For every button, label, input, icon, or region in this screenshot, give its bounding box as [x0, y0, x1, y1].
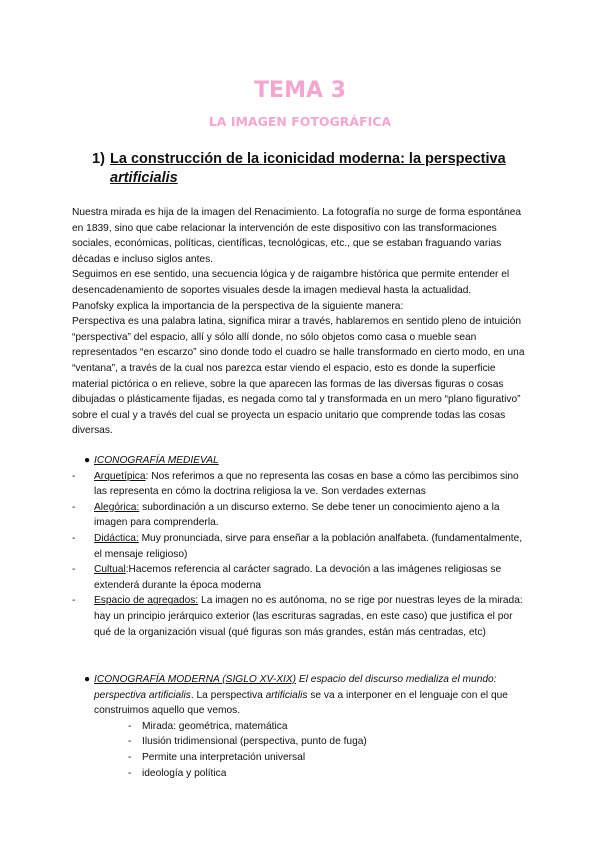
- medieval-heading: ICONOGRAFÍA MEDIEVAL: [94, 455, 219, 466]
- list-item-text: subordinación a un discurso externo. Se debe tener un conocimiento ajeno a la imagen para comprenderla.: [94, 501, 500, 529]
- dash-marker: -: [128, 720, 132, 732]
- modern-heading: ICONOGRAFÍA MODERNA (SIGLO XV-XIX): [94, 674, 297, 685]
- medieval-section: [72, 453, 532, 640]
- dash-marker: -: [72, 470, 76, 482]
- list-item-text: La imagen no es autónoma, no se rige por nuestras leyes de la mirada: hay un principio jerárquico exterior (las escrituras sagradas, en este caso) que justifica el por qué de la organización visual (qué figuras son más grandes, están más centradas, etc): [94, 595, 523, 638]
- list-item-text: : Nos referimos a que no representa las cosas en base a cómo las percibimos sino las representa en cómo la doctrina religiosa la ve. Son verdades externas: [94, 470, 519, 498]
- modern-text-3: se va a interponer en el lenguaje con el que construimos aquello que vemos.: [94, 689, 508, 717]
- document-title: TEMA 3: [254, 78, 346, 103]
- section-title-line1: La construcción de la iconicidad moderna: la perspectiva: [110, 151, 506, 167]
- modern-text-1: . La perspectiva: [190, 689, 266, 701]
- list-item-term: Cultual: [94, 564, 126, 576]
- section-title: [110, 150, 550, 188]
- list-item: [72, 469, 532, 500]
- dash-marker: -: [72, 564, 76, 576]
- modern-section: [72, 672, 532, 781]
- modern-text-2: artificialis: [265, 689, 308, 701]
- list-item-text: Mirada: geométrica, matemática: [142, 720, 288, 732]
- list-item-text: Ilusión tridimensional (perspectiva, punto de fuga): [142, 736, 367, 748]
- dash-marker: -: [72, 501, 76, 513]
- bullet-icon: ●: [84, 674, 91, 685]
- list-item: [72, 734, 532, 750]
- modern-heading-row: [72, 672, 532, 719]
- dash-marker: -: [128, 736, 132, 748]
- intro-paragraph-3: Panofsky explica la importancia de la perspectiva de la siguiente manera:: [72, 300, 404, 312]
- list-item-text: Muy pronunciada, sirve para enseñar a la población analfabeta. (fundamentalmente, el mensaje religioso): [94, 532, 523, 560]
- list-item: [72, 562, 532, 593]
- intro-text: [72, 205, 532, 439]
- list-item: [72, 531, 532, 562]
- medieval-heading-row: [72, 453, 532, 469]
- dash-marker: -: [128, 751, 132, 763]
- list-item: [72, 750, 532, 766]
- section-number: 1): [92, 151, 105, 167]
- list-item: [72, 766, 532, 782]
- list-item: [72, 593, 532, 640]
- list-item-term: Arquetípica: [94, 470, 146, 482]
- modern-heading-rest: El espacio del discurso medializa el mundo: perspectiva artificialis: [94, 674, 497, 701]
- list-item: [72, 500, 532, 531]
- bullet-icon: ●: [84, 455, 91, 466]
- section-title-line2: artificialis: [110, 170, 178, 186]
- document-subtitle: LA IMAGEN FOTOGRÁFICA: [208, 114, 392, 129]
- dash-marker: -: [72, 532, 76, 544]
- dash-marker: -: [72, 595, 76, 607]
- list-item-term: Espacio de agregados:: [94, 595, 199, 607]
- list-item-text: :Hacemos referencia al carácter sagrado. La devoción a las imágenes religiosas se extenderá durante la época moderna: [94, 564, 502, 591]
- intro-paragraph-2: Seguimos en ese sentido, una secuencia lógica y de raigambre histórica que permite entender el desencadenamiento de soportes visuales desde la imagen medieval hasta la actualidad.: [72, 269, 510, 296]
- list-item-term: Alegórica:: [94, 501, 140, 513]
- list-item-text: ideología y política: [142, 767, 227, 779]
- intro-paragraph-1: Nuestra mirada es hija de la imagen del Renacimiento. La fotografía no surge de forma espontánea en 1839, sino que cabe relacionar la intervención de este dispositivo con las transformaciones sociales, económicas, políticas, científicas, tecnológicas, etc., que se estaban fraguando varias décadas e incluso siglos antes.: [72, 207, 522, 265]
- list-item-term: Didáctica:: [94, 532, 139, 544]
- list-item: [72, 719, 532, 735]
- list-item-text: Permite una interpretación universal: [142, 751, 306, 763]
- intro-paragraph-4: Perspectiva es una palabra latina, significa mirar a través, hablaremos en sentido pleno de intuición “perspectiva” del espacio, allí y sólo allí donde, no sólo objetos como casa o mueble sean representados “en escarzo” sino donde todo el cuadro se halle transformado en cierto modo, en una “ventana”, a través de la cual nos parezca estar viendo el espacio, esto es donde la superficie material pictórica o en relieve, sobre la que aparecen las formas de las diversas figuras o cosas dibujadas o plásticamente fijadas, es negada como tal y transformada en un mero “plano figurativo” sobre el cual y a través del cual se proyecta un espacio unitario que comprende todas las cosas diversas.: [72, 316, 525, 437]
- dash-marker: -: [128, 767, 132, 779]
